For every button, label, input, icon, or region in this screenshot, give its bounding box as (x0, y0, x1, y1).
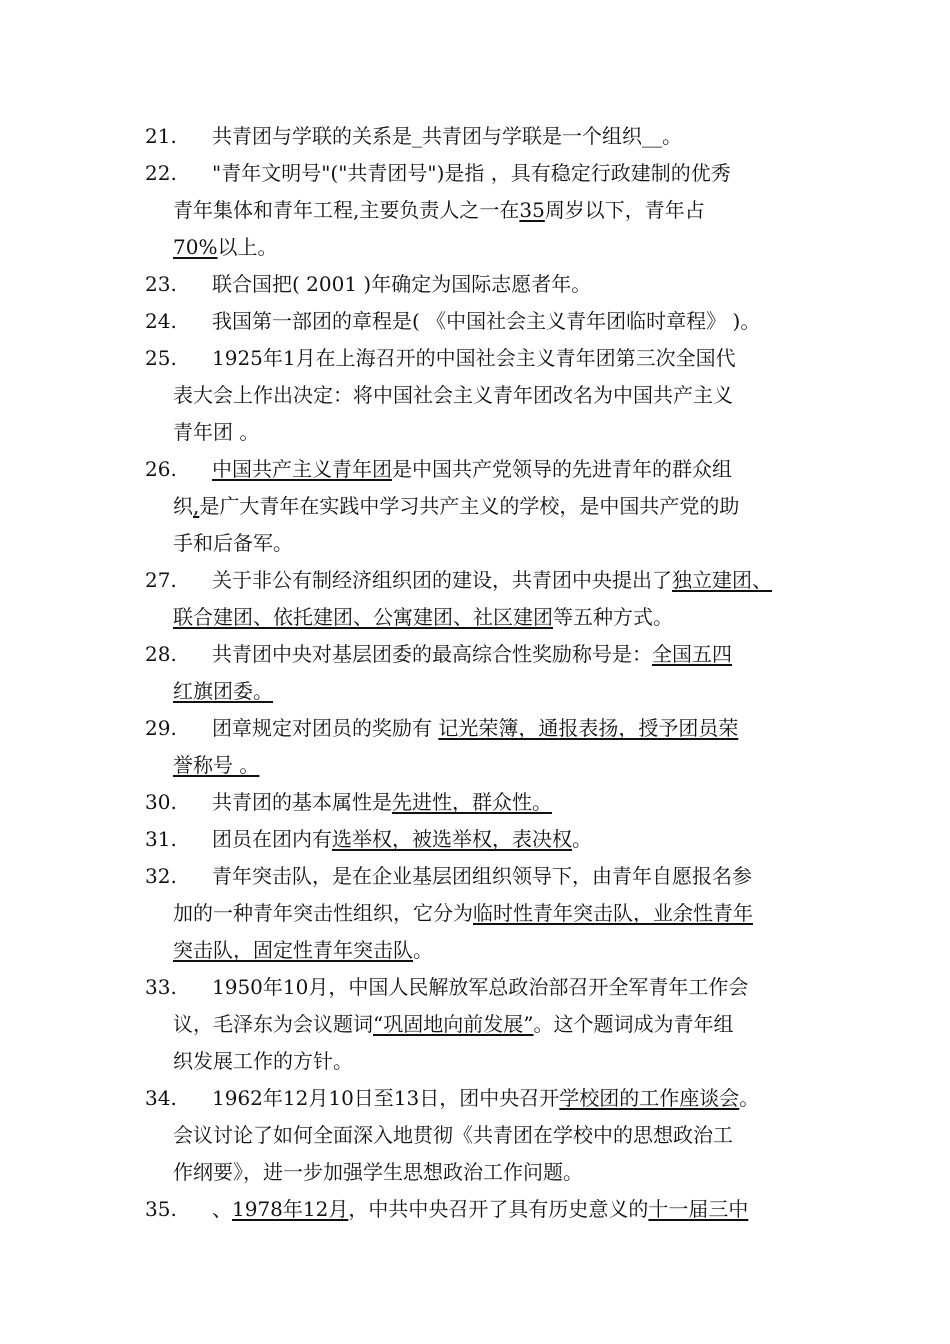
text-segment: 、 (212, 1197, 232, 1221)
question-line (212, 969, 748, 1006)
text-segment: 团员在团内有 (212, 827, 332, 851)
question-line (212, 340, 736, 377)
question-line (173, 1154, 583, 1191)
underlined-answer: 独立建团、 (672, 568, 772, 592)
text-segment: 手和后备军。 (173, 531, 293, 555)
question-line (212, 266, 591, 303)
question-line (212, 303, 760, 340)
question-number: 26. (145, 457, 177, 481)
text-segment: 青年突击队，是在企业基层团组织领导下，由青年自愿报名参 (212, 864, 752, 888)
question-number: 22. (145, 161, 177, 185)
text-segment: 。 (413, 938, 433, 962)
question-number: 33. (145, 975, 177, 999)
underlined-answer: 临时性青年突击队，业余性青年 (473, 901, 753, 925)
underlined-answer: , (193, 494, 200, 518)
text-segment: 关于非公有制经济组织团的建设，共青团中央提出了 (212, 568, 672, 592)
text-segment: "青年文明号"("共青团号")是指 ，具有稳定行政建制的优秀 (212, 161, 731, 185)
question-line (212, 636, 732, 673)
question-number: 30. (145, 790, 177, 814)
underlined-answer: 突击队，固定性青年突击队 (173, 938, 413, 962)
underlined-answer: 中国共产主义青年团 (212, 457, 392, 481)
question-line (212, 155, 731, 192)
question-number: 25. (145, 346, 177, 370)
underlined-answer: 70% (173, 235, 218, 259)
text-segment: 青年集体和青年工程,主要负责人之一在 (173, 198, 520, 222)
question-line (212, 784, 552, 821)
text-segment: 议，毛泽东为会议题词 (173, 1012, 373, 1036)
question-line (212, 118, 682, 155)
question-number: 28. (145, 642, 177, 666)
question-line (173, 599, 673, 636)
question-number: 24. (145, 309, 177, 333)
question-number: 31. (145, 827, 177, 851)
text-segment: 。 (739, 1086, 760, 1110)
text-segment: 青年团 。 (173, 420, 260, 444)
question-line (173, 673, 273, 710)
question-line (173, 377, 733, 414)
question-line (212, 710, 738, 747)
question-line (173, 1006, 733, 1043)
text-segment: 1925年1月在上海召开的中国社会主义青年团第三次全国代 (212, 346, 736, 370)
text-segment: 我国第一部团的章程是( 《中国社会主义青年团临时章程》 )。 (212, 309, 761, 333)
text-segment: 共青团的基本属性是 (212, 790, 392, 814)
text-segment: 等五种方式。 (553, 605, 673, 629)
underlined-answer: 红旗团委。 (173, 679, 273, 703)
underlined-answer: 先进性，群众性。 (392, 790, 552, 814)
question-number: 32. (145, 864, 177, 888)
question-line (173, 488, 739, 525)
question-number: 23. (145, 272, 177, 296)
text-segment: 1962年12月10日至13日，团中央召开 (212, 1086, 560, 1110)
text-segment: 团章规定对团员的奖励有 (212, 716, 439, 740)
question-line (212, 451, 732, 488)
underlined-answer: 学校团的工作座谈会 (559, 1086, 740, 1110)
text-segment: 织发展工作的方针。 (173, 1049, 353, 1073)
question-line (173, 1043, 353, 1080)
text-segment: 会议讨论了如何全面深入地贯彻《共青团在学校中的思想政治工 (173, 1123, 733, 1147)
question-line (173, 525, 293, 562)
text-segment: 共青团与学联的关系是_共青团与学联是一个组织__。 (212, 124, 682, 148)
question-line (173, 895, 753, 932)
question-number: 21. (145, 124, 177, 148)
text-segment: 。 (572, 827, 592, 851)
question-number: 29. (145, 716, 177, 740)
question-number: 34. (145, 1086, 177, 1110)
question-line (212, 1080, 759, 1117)
text-segment: 是广大青年在实践中学习共产主义的学校，是中国共产党的助 (199, 494, 740, 518)
text-segment: 加的一种青年突击性组织，它分为 (173, 901, 473, 925)
underlined-answer: 35 (519, 198, 545, 222)
text-segment: 织 (173, 494, 193, 518)
underlined-answer: 记光荣簿，通报表扬，授予团员荣 (438, 716, 739, 740)
text-segment: 表大会上作出决定：将中国社会主义青年团改名为中国共产主义 (173, 383, 733, 407)
question-line (212, 858, 752, 895)
text-segment: 作纲要》，进一步加强学生思想政治工作问题。 (173, 1160, 583, 1184)
text-segment: 是中国共产党领导的先进青年的群众组 (392, 457, 732, 481)
text-segment: 周岁以下，青年占 (544, 198, 705, 222)
question-line (173, 747, 259, 784)
underlined-answer: 誉称号 。 (173, 753, 260, 777)
underlined-answer: “巩固地向前发展” (373, 1012, 534, 1036)
question-line (173, 192, 705, 229)
text-segment: 共青团中央对基层团委的最高综合性奖励称号是： (212, 642, 652, 666)
text-segment: ，中共中央召开了具有历史意义的 (348, 1197, 649, 1221)
question-line (173, 1117, 733, 1154)
question-line (173, 932, 433, 969)
text-segment: 以上。 (217, 235, 278, 259)
underlined-answer: 选举权，被选举权，表决权 (332, 827, 572, 851)
question-line (212, 821, 592, 858)
question-number: 27. (145, 568, 177, 592)
question-number: 35. (145, 1197, 177, 1221)
underlined-answer: 全国五四 (652, 642, 732, 666)
question-line (173, 414, 259, 451)
text-segment: 。这个题词成为青年组 (533, 1012, 734, 1036)
text-segment: 联合国把( 2001 )年确定为国际志愿者年。 (212, 272, 592, 296)
question-line (212, 562, 772, 599)
question-line (212, 1191, 748, 1228)
underlined-answer: 十一届三中 (648, 1197, 749, 1221)
question-line (173, 229, 277, 266)
text-segment: 1950年10月，中国人民解放军总政治部召开全军青年工作会 (212, 975, 749, 999)
underlined-answer: 1978年12月 (232, 1197, 349, 1221)
underlined-answer: 联合建团、依托建团、公寓建团、社区建团 (173, 605, 553, 629)
